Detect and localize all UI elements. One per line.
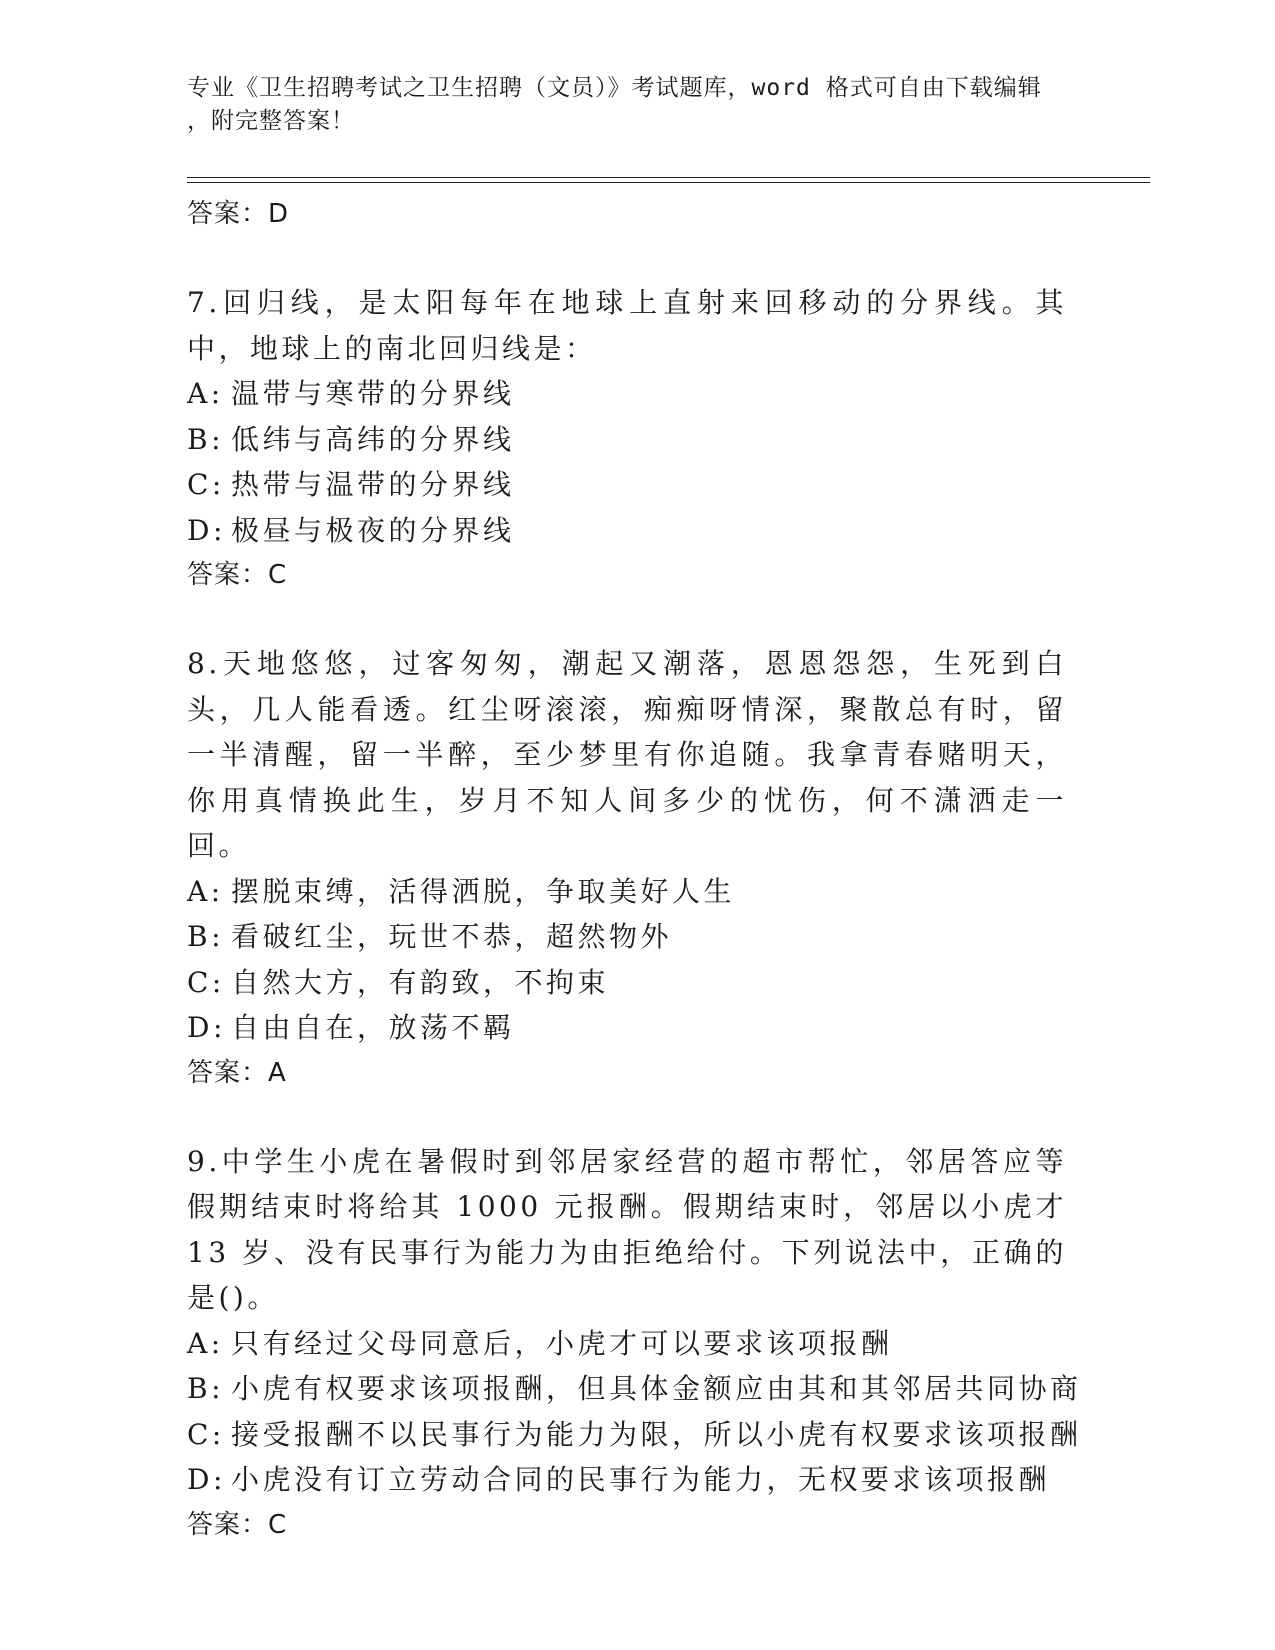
option-b — [187, 417, 1067, 463]
question-9 — [187, 1139, 1082, 1548]
option-a — [187, 869, 1067, 915]
option-c — [187, 960, 1067, 1006]
option-key: D: — [187, 513, 226, 547]
answer: 答案：C — [187, 1509, 288, 1540]
option-text: 只有经过父母同意后，小虎才可以要求该项报酬 — [231, 1326, 893, 1360]
option-text: 热带与温带的分界线 — [231, 468, 515, 501]
option-d — [187, 508, 1067, 554]
question-text: 9.中学生小虎在暑假时到邻居家经营的超市帮忙，邻居答应等假期结束时将给其 1000 元报酬。假期结束时，邻居以小虎才 13 岁、没有民事行为能力为由拒绝给付。下列说法中，正确的是()。 — [187, 1144, 1067, 1314]
header-line-1: 专业《卫生招聘考试之卫生招聘（文员）》考试题库，word 格式可自由下载编辑 — [187, 75, 1042, 101]
header-line-2: ，附完整答案！ — [187, 108, 355, 134]
option-b — [187, 914, 1067, 960]
option-key: A: — [187, 1326, 224, 1360]
option-text: 小虎没有订立劳动合同的民事行为能力，无权要求该项报酬 — [231, 1463, 1051, 1496]
option-key: C: — [187, 965, 225, 999]
option-text: 温带与寒带的分界线 — [231, 377, 515, 410]
option-key: C: — [187, 468, 225, 501]
answer: 答案：C — [187, 560, 288, 590]
header-divider-bottom — [187, 182, 1150, 183]
option-key: B: — [187, 1372, 225, 1405]
option-key: B: — [187, 422, 225, 456]
option-key: A: — [187, 874, 224, 908]
answer: 答案：A — [187, 1057, 287, 1088]
option-a — [187, 1321, 1067, 1367]
option-text: 极昼与极夜的分界线 — [231, 513, 515, 547]
question-text: 8.天地悠悠，过客匆匆，潮起又潮落，恩恩怨怨，生死到白头，几人能看透。红尘呀滚滚，痴痴呀情深，聚散总有时，留一半清醒，留一半醉，至少梦里有你追随。我拿青春赌明天，你用真情换此生，岁月不知人间多少的忧伤，何不潇洒走一回。 — [187, 647, 1067, 862]
option-a — [187, 371, 1067, 417]
previous-answer: 答案：D — [187, 199, 290, 229]
option-text: 低纬与高纬的分界线 — [231, 422, 515, 456]
page-header — [187, 72, 1067, 138]
option-c — [187, 462, 1067, 508]
option-key: C: — [187, 1417, 225, 1451]
option-c — [187, 1412, 1082, 1458]
question-list — [187, 192, 1082, 1548]
header-divider-top — [187, 177, 1150, 178]
option-key: D: — [187, 1011, 226, 1044]
option-key: A: — [187, 377, 224, 410]
option-text: 看破红尘，玩世不恭，超然物外 — [231, 920, 673, 953]
option-d — [187, 1005, 1067, 1051]
question-text: 7.回归线，是太阳每年在地球上直射来回移动的分界线。其中，地球上的南北回归线是： — [187, 286, 1067, 365]
option-d — [187, 1457, 1067, 1503]
option-text: 摆脱束缚，活得洒脱，争取美好人生 — [231, 874, 736, 908]
question-8 — [187, 641, 1067, 1096]
option-text: 自由自在，放荡不羁 — [231, 1011, 515, 1044]
question-7 — [187, 280, 1067, 598]
option-text: 自然大方，有韵致，不拘束 — [231, 965, 610, 999]
option-text: 接受报酬不以民事行为能力为限，所以小虎有权要求该项报酬 — [231, 1417, 1082, 1451]
option-text: 小虎有权要求该项报酬，但具体金额应由其和其邻居共同协商 — [231, 1372, 1082, 1405]
option-key: D: — [187, 1463, 226, 1496]
option-key: B: — [187, 920, 225, 953]
option-b — [187, 1366, 1082, 1412]
